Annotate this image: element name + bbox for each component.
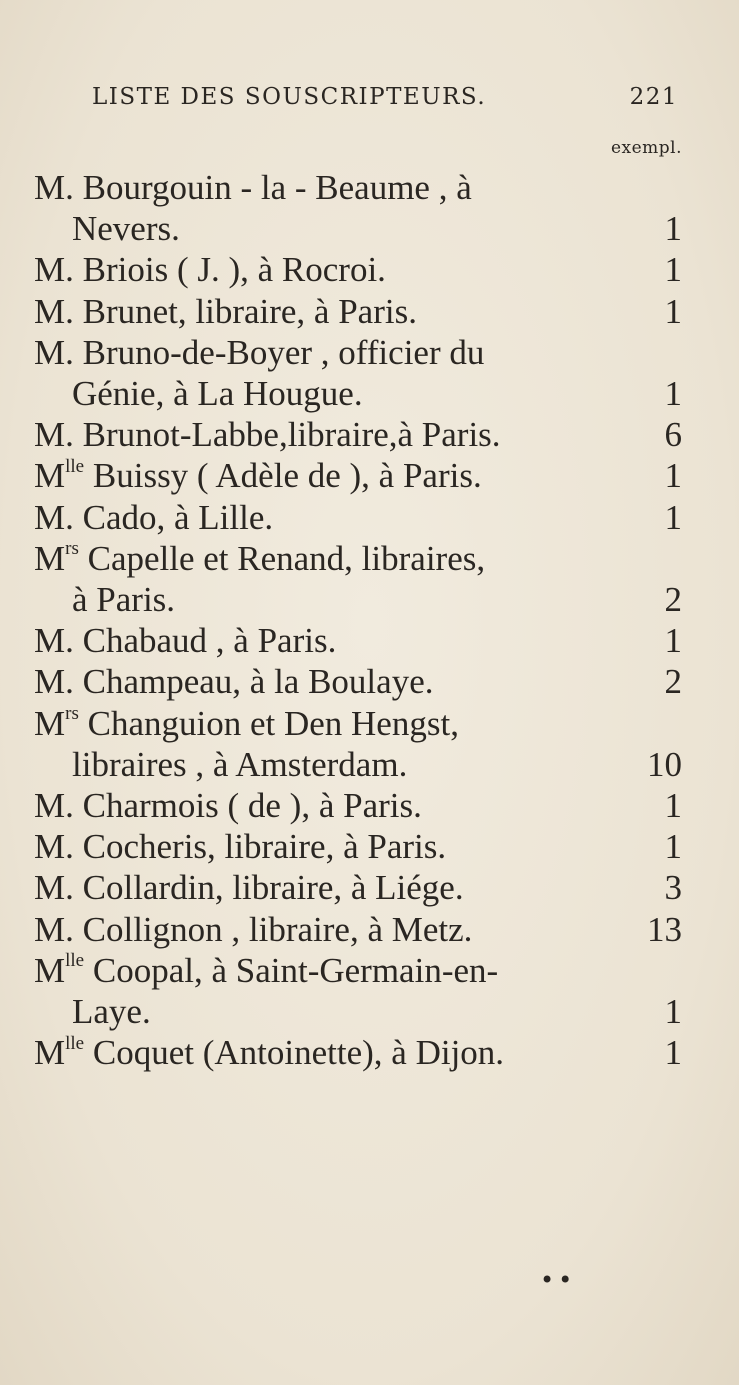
copies-count: 6 <box>664 415 682 455</box>
subscriber-name: Coquet (Antoinette), à Dijon. <box>92 1033 505 1073</box>
subscriber-title: M. <box>34 621 74 661</box>
copies-count: 1 <box>664 250 682 290</box>
subscriber-title: M <box>34 1033 66 1073</box>
subscriber-name: Bruno-de-Boyer , officier du <box>82 332 485 372</box>
subscriber-text <box>72 580 175 620</box>
subscriber-title: M <box>34 538 66 578</box>
subscriber-text <box>34 456 482 496</box>
subscriber-text <box>34 951 498 991</box>
subscriber-title: M. <box>34 868 74 908</box>
header-title: LISTE DES SOUSCRIPTEURS. <box>92 84 487 110</box>
subscriber-text <box>34 786 422 826</box>
subscriber-title: M. <box>34 909 74 949</box>
subscriber-text <box>72 374 363 414</box>
subscriber-name: Chabaud , à Paris. <box>82 621 337 661</box>
subscriber-name: Laye. <box>72 992 151 1031</box>
subscriber-name: Génie, à La Hougue. <box>72 374 363 413</box>
subscriber-name: Bourgouin - la - Beaume , à <box>82 168 472 207</box>
subscriber-name: Changuion et Den Hengst, <box>87 703 459 743</box>
subscriber-text <box>34 704 459 744</box>
subscriber-text <box>34 662 433 702</box>
subscriber-name: Nevers. <box>72 209 180 249</box>
subscriber-text <box>34 250 386 290</box>
copies-count: 2 <box>664 580 682 619</box>
subscriber-title: M <box>34 950 66 990</box>
subscriber-title: M. <box>34 291 74 331</box>
subscriber-title-superscript: lle <box>65 1032 85 1054</box>
copies-column-header: exempl. <box>610 138 682 158</box>
subscriber-title: M. <box>34 497 74 537</box>
subscriber-text <box>34 415 501 455</box>
copies-count: 1 <box>664 291 682 331</box>
copies-count: 1 <box>664 786 682 825</box>
subscriber-text <box>72 209 180 249</box>
copies-count: 1 <box>664 827 682 867</box>
subscriber-name: Charmois ( de ), à Paris. <box>82 786 422 825</box>
subscriber-text <box>34 292 417 332</box>
subscriber-title-superscript: lle <box>65 455 85 477</box>
subscriber-title: M. <box>34 786 74 825</box>
copies-count: 2 <box>664 662 682 702</box>
subscriber-text <box>34 168 472 208</box>
copies-count: 1 <box>664 621 682 661</box>
copies-count: 1 <box>664 1033 682 1073</box>
subscriber-title: M. <box>34 250 74 290</box>
subscriber-text <box>34 827 446 867</box>
subscriber-name: Cocheris, libraire, à Paris. <box>82 827 447 867</box>
subscriber-text <box>34 498 273 538</box>
subscriber-title: M. <box>34 662 74 702</box>
page-number: 221 <box>629 84 678 110</box>
subscriber-name: Brunot-Labbe,libraire,à Paris. <box>82 415 501 455</box>
subscriber-title: M. <box>34 827 74 867</box>
subscriber-title: M <box>34 456 66 496</box>
subscriber-name: Capelle et Renand, libraires, <box>87 538 486 578</box>
subscriber-text <box>34 910 472 950</box>
subscriber-name: libraires , à Amsterdam. <box>72 744 408 784</box>
subscriber-name: Cado, à Lille. <box>82 497 274 537</box>
subscriber-text <box>34 1033 504 1073</box>
subscriber-name: à Paris. <box>72 580 176 619</box>
copies-count: 1 <box>664 374 682 413</box>
subscriber-text <box>34 868 464 908</box>
subscriber-name: Buissy ( Adèle de ), à Paris. <box>92 456 482 496</box>
copies-count: 13 <box>647 909 682 949</box>
subscriber-text <box>72 745 407 785</box>
subscriber-name: Collignon , libraire, à Metz. <box>82 909 473 949</box>
subscriber-name: Briois ( J. ), à Rocroi. <box>82 250 386 290</box>
subscriber-name: Champeau, à la Boulaye. <box>82 662 434 702</box>
subscriber-title-superscript: lle <box>65 950 85 972</box>
copies-count: 1 <box>664 497 682 537</box>
subscriber-title: M. <box>34 168 74 207</box>
copies-count: 1 <box>664 456 682 496</box>
copies-count: 1 <box>664 992 682 1031</box>
subscriber-title-superscript: rs <box>65 702 79 724</box>
subscriber-name: Collardin, libraire, à Liége. <box>82 868 464 908</box>
copies-count: 1 <box>664 209 682 249</box>
subscriber-name: Brunet, libraire, à Paris. <box>82 291 417 331</box>
subscriber-title: M. <box>34 415 74 455</box>
copies-count: 10 <box>647 744 682 784</box>
footer-mark: •• <box>540 1266 577 1294</box>
subscriber-title-superscript: rs <box>65 538 79 560</box>
subscriber-text <box>34 621 336 661</box>
subscriber-text <box>72 992 151 1032</box>
subscriber-title: M. <box>34 332 74 372</box>
subscriber-name: Coopal, à Saint-Germain-en- <box>92 950 499 990</box>
copies-count: 3 <box>664 868 682 908</box>
subscriber-title: M <box>34 703 66 743</box>
subscriber-text <box>34 333 484 373</box>
subscriber-text <box>34 539 485 579</box>
